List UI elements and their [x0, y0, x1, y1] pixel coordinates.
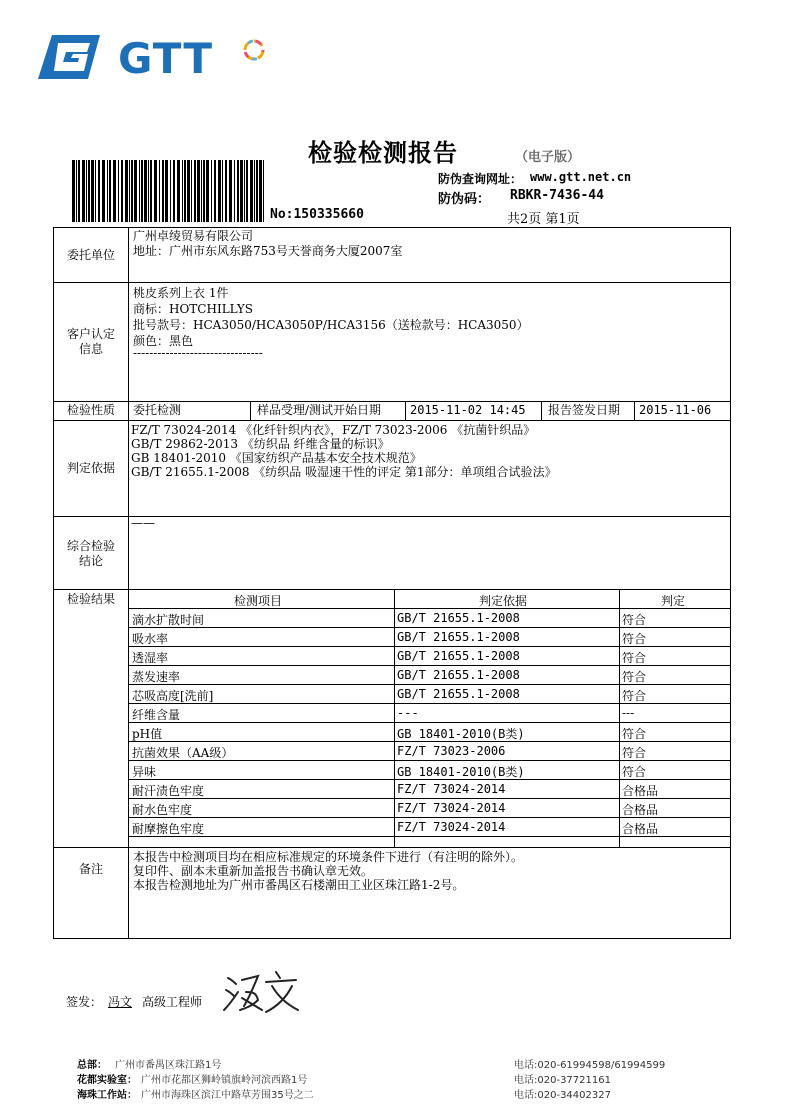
result-item: 吸水率	[132, 632, 169, 646]
result-basis: FZ/T 73024-2014	[397, 782, 506, 796]
signer-title: 高级工程师	[142, 995, 203, 1009]
footer-phone: 电话:020-37721161	[514, 1075, 611, 1086]
basis-line: GB/T 29862-2013 《纺织品 纤维含量的标识》	[131, 437, 390, 451]
result-verdict: 合格品	[622, 803, 659, 817]
result-verdict: 符合	[622, 765, 647, 779]
result-verdict: 符合	[622, 670, 647, 684]
result-basis: GB/T 21655.1-2008	[397, 668, 520, 682]
edition-label: （电子版）	[515, 150, 581, 165]
result-verdict: ---	[622, 706, 635, 720]
result-row	[129, 628, 731, 647]
sample-line: 商标：HOTCHILLYS	[133, 302, 254, 316]
result-verdict: 合格品	[622, 822, 659, 836]
colorful-ring-icon	[242, 38, 266, 62]
cell-divider	[541, 401, 542, 420]
inspection-label: 检验性质	[66, 403, 115, 417]
result-row	[129, 723, 731, 742]
cell-divider	[634, 401, 635, 420]
issue-date-label: 报告签发日期	[548, 403, 621, 417]
result-item: 滴水扩散时间	[132, 613, 205, 627]
basis-line: GB/T 21655.1-2008 《纺织品 吸湿速干性的评定 第1部分：单项组合试验法》	[131, 465, 557, 479]
result-row	[129, 799, 731, 818]
barcode-icon	[70, 160, 266, 222]
result-item: 透湿率	[132, 651, 169, 665]
signer-name: 冯文	[108, 995, 133, 1009]
result-row	[129, 685, 731, 704]
result-verdict: 符合	[622, 651, 647, 665]
basis-label: 判定依据	[66, 461, 115, 475]
result-item: 抗菌效果（AA级）	[132, 746, 234, 760]
result-verdict: 符合	[622, 613, 647, 627]
footer-label: 花都实验室：	[77, 1075, 137, 1086]
footer-address: 广州市海珠区滨江中路草芳围35号之二	[141, 1090, 314, 1101]
sample-label-line2: 信息	[78, 342, 103, 356]
footer-label: 总部：	[77, 1060, 107, 1071]
remark-line: 本报告中检测项目均在相应标准规定的环境条件下进行（有注明的除外）。	[133, 850, 524, 864]
verify-code-label: 防伪码：	[438, 192, 491, 207]
sample-label-line1: 客户认定	[66, 327, 115, 341]
signed-by-label: 签发：	[66, 995, 103, 1009]
result-row	[129, 818, 731, 837]
footer-phone: 电话:020-34402327	[514, 1090, 611, 1101]
result-row	[129, 609, 731, 628]
result-row	[129, 761, 731, 780]
client-address: 地址：广州市东风东路753号天誉商务大厦2007室	[133, 244, 403, 258]
result-item: 蒸发速率	[132, 670, 181, 684]
result-basis: FZ/T 73024-2014	[397, 820, 506, 834]
result-item: 耐摩擦色牢度	[132, 822, 205, 836]
report-number: No:150335660	[270, 207, 364, 222]
cell-divider	[405, 401, 406, 420]
results-label: 检验结果	[66, 592, 115, 606]
basis-line: FZ/T 73024-2014 《化纤针织内衣》，FZ/T 73023-2006 《抗菌针织品》	[131, 423, 536, 437]
gtt-logo-text: GTT	[118, 34, 213, 83]
row-divider	[53, 420, 731, 421]
result-item: 纤维含量	[132, 708, 181, 722]
receive-date: 2015-11-02 14:45	[410, 403, 526, 417]
verify-url[interactable]: www.gtt.net.cn	[530, 170, 632, 184]
verify-code: RBKR-7436-44	[510, 188, 604, 203]
remark-line: 复印件、副本未重新加盖报告书确认章无效。	[133, 864, 374, 878]
footer-huadu	[77, 1071, 308, 1086]
row-divider	[53, 847, 731, 848]
result-row	[129, 704, 731, 723]
result-basis: GB 18401-2010(B类)	[397, 765, 525, 779]
sample-line: --------------------------------	[133, 346, 263, 360]
footer-phone: 电话:020-61994598/61994599	[514, 1060, 666, 1071]
result-item: 耐水色牢度	[132, 803, 193, 817]
result-basis: GB/T 21655.1-2008	[397, 687, 520, 701]
result-item: pH值	[132, 727, 163, 741]
result-verdict: 符合	[622, 746, 647, 760]
report-title: 检验检测报告	[308, 138, 458, 167]
result-basis: GB 18401-2010(B类)	[397, 727, 525, 741]
gtt-logo-mark-icon	[38, 35, 100, 79]
result-row	[129, 780, 731, 799]
conclusion-label-line2: 结论	[78, 554, 103, 568]
cell-divider	[250, 401, 251, 420]
result-item: 耐汗渍色牢度	[132, 784, 205, 798]
footer-hq	[77, 1056, 222, 1071]
footer-address: 广州市花都区狮岭镇旗岭河滨西路1号	[141, 1075, 308, 1086]
inspection-type: 委托检测	[133, 403, 182, 417]
remark-line: 本报告检测地址为广州市番禺区石楼潮田工业区珠江路1-2号。	[133, 878, 465, 892]
sample-line: 批号款号：HCA3050/HCA3050P/HCA3156（送检款号：HCA3050）	[133, 318, 529, 332]
header-basis: 判定依据	[479, 594, 528, 608]
result-basis: ---	[397, 706, 419, 720]
footer-haizhu	[77, 1086, 314, 1101]
result-basis: GB/T 21655.1-2008	[397, 649, 520, 663]
results-header-row	[129, 590, 731, 609]
result-item: 异味	[132, 765, 157, 779]
result-row	[129, 742, 731, 761]
result-basis: GB/T 21655.1-2008	[397, 630, 520, 644]
row-divider	[53, 282, 731, 283]
result-item: 芯吸高度[洗前]	[132, 689, 214, 703]
result-basis: FZ/T 73024-2014	[397, 801, 506, 815]
handwritten-signature-icon	[222, 970, 302, 1016]
client-label: 委托单位	[66, 248, 115, 262]
conclusion-label-line1: 综合检验	[66, 539, 115, 553]
row-divider	[53, 401, 731, 402]
result-verdict: 符合	[622, 727, 647, 741]
result-verdict: 合格品	[622, 784, 659, 798]
result-row	[129, 647, 731, 666]
header-item: 检测项目	[234, 594, 283, 608]
page-info: 共2页 第1页	[507, 212, 580, 227]
results-col-divider	[394, 589, 395, 847]
result-row	[129, 666, 731, 685]
result-verdict: 符合	[622, 689, 647, 703]
receive-date-label: 样品受理/测试开始日期	[257, 403, 382, 417]
sample-line: 桃皮系列上衣 1件	[133, 286, 229, 300]
results-col-divider	[619, 589, 620, 847]
remarks-label: 备注	[78, 862, 103, 876]
verify-url-label: 防伪查询网址：	[438, 172, 523, 186]
conclusion-text: ——	[131, 516, 155, 530]
client-name: 广州卓绫贸易有限公司	[133, 229, 254, 243]
result-basis: FZ/T 73023-2006	[397, 744, 506, 758]
header-verdict: 判定	[661, 594, 686, 608]
issue-date: 2015-11-06	[639, 403, 712, 417]
result-verdict: 符合	[622, 632, 647, 646]
basis-line: GB 18401-2010 《国家纺织产品基本安全技术规范》	[131, 451, 422, 465]
footer-address: 广州市番禺区珠江路1号	[115, 1060, 222, 1071]
sample-line: 颜色：黑色	[133, 334, 194, 348]
result-basis: GB/T 21655.1-2008	[397, 611, 520, 625]
footer-label: 海珠工作站：	[77, 1090, 137, 1101]
